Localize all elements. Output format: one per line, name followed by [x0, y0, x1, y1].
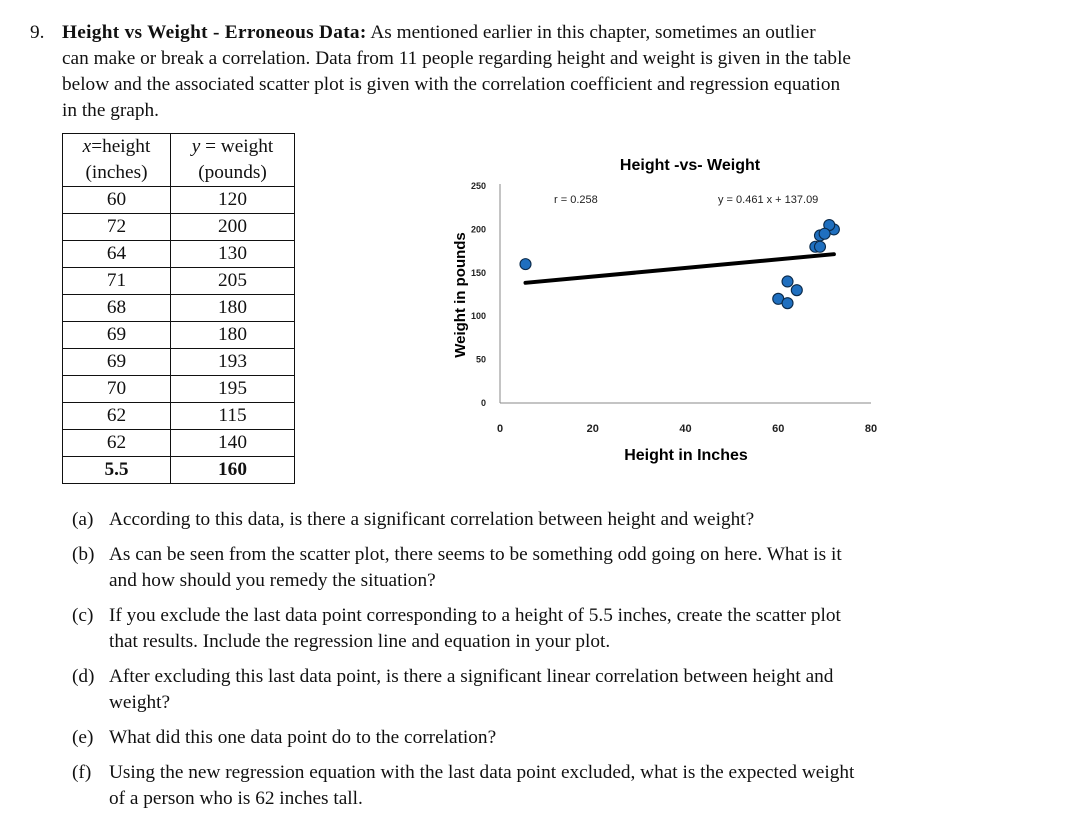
data-point: [819, 228, 830, 239]
height-cell: 71: [63, 268, 171, 295]
question-text-line: If you exclude the last data point corresponding to a height of 5.5 inches, create the scatter plot: [109, 605, 841, 626]
question-label: (a): [72, 509, 94, 530]
table-row: [63, 187, 295, 214]
data-point: [814, 241, 825, 252]
correlation-annotation: r = 0.258: [554, 194, 598, 206]
table-header-row: [63, 134, 295, 187]
height-cell: 62: [63, 430, 171, 457]
question-text-line: According to this data, is there a significant correlation between height and weight?: [109, 509, 755, 530]
question-item: [72, 664, 1020, 716]
height-cell: 69: [63, 322, 171, 349]
question-item: [72, 507, 1020, 533]
table-row: [63, 349, 295, 376]
scatter-chart: [440, 140, 880, 470]
x-tick-label: 0: [496, 423, 504, 435]
weight-cell: 140: [171, 430, 295, 457]
weight-cell: 120: [171, 187, 295, 214]
height-cell: 72: [63, 214, 171, 241]
weight-cell: 205: [171, 268, 295, 295]
x-tick-label: 80: [864, 423, 878, 435]
intro-line-1: As mentioned earlier in this chapter, sometimes an outlier: [370, 22, 816, 43]
table-row: [63, 295, 295, 322]
question-text-line: weight?: [109, 692, 171, 713]
header-weight: y = weight (pounds): [171, 134, 295, 187]
table-row: [63, 457, 295, 484]
table-row: [63, 214, 295, 241]
intro-line-3: below and the associated scatter plot is given with the correlation coefficient and regression equation: [62, 74, 841, 95]
question-label: (c): [72, 605, 94, 626]
x-tick-label: 60: [772, 423, 785, 435]
question-item: [72, 542, 1020, 594]
question-text-line: and how should you remedy the situation?: [109, 570, 436, 591]
data-point: [782, 298, 793, 309]
height-cell: 70: [63, 376, 171, 403]
weight-cell: 195: [171, 376, 295, 403]
weight-cell: 115: [171, 403, 295, 430]
weight-cell: 160: [171, 457, 295, 484]
question-item: [72, 603, 1020, 655]
intro-line-2: can make or break a correlation. Data from 11 people regarding height and weight is given in the table: [62, 48, 851, 69]
regression-equation-annotation: y = 0.461 x + 137.09: [718, 194, 819, 206]
table-row: [63, 430, 295, 457]
scatter-plot-svg: [440, 140, 880, 470]
question-text-line: of a person who is 62 inches tall.: [109, 788, 363, 809]
question-item: [72, 725, 1020, 751]
y-tick-label: 250: [470, 181, 486, 191]
weight-cell: 193: [171, 349, 295, 376]
table-row: [63, 322, 295, 349]
data-point: [520, 259, 531, 270]
weight-cell: 180: [171, 322, 295, 349]
question-text-line: Using the new regression equation with the last data point excluded, what is the expected weight: [109, 762, 855, 783]
question-label: (b): [72, 544, 95, 565]
data-point: [791, 285, 802, 296]
y-axis-title: Weight in pounds: [452, 232, 469, 358]
chart-title: Height -vs- Weight: [619, 157, 761, 174]
x-tick-label: 20: [586, 423, 599, 435]
height-cell: 5.5: [63, 457, 171, 484]
table-row: [63, 376, 295, 403]
question-text-line: After excluding this last data point, is there a significant linear correlation between height and: [109, 666, 834, 687]
weight-cell: 180: [171, 295, 295, 322]
y-tick-label: 50: [475, 354, 486, 365]
weight-cell: 130: [171, 241, 295, 268]
height-cell: 68: [63, 295, 171, 322]
table-row: [63, 241, 295, 268]
question-item: [72, 760, 1020, 812]
height-cell: 69: [63, 349, 171, 376]
y-tick-label: 200: [470, 224, 486, 235]
data-point: [782, 276, 793, 287]
x-tick-label: 40: [679, 423, 692, 435]
question-list: [72, 507, 1020, 821]
question-label: (d): [72, 666, 95, 687]
question-text-line: that results. Include the regression line and equation in your plot.: [109, 631, 611, 652]
x-axis-title: Height in Inches: [624, 447, 748, 464]
height-cell: 62: [63, 403, 171, 430]
question-label: (f): [72, 762, 92, 783]
y-tick-label: 150: [470, 267, 486, 278]
height-cell: 60: [63, 187, 171, 214]
problem-number: 9.: [30, 22, 45, 43]
question-label: (e): [72, 727, 94, 748]
header-height: x=height (inches): [63, 134, 171, 187]
y-tick-label: 100: [470, 311, 486, 322]
y-tick-label: 0: [480, 398, 486, 408]
problem-title: Height vs Weight - Erroneous Data:: [62, 22, 367, 43]
weight-cell: 200: [171, 214, 295, 241]
question-text-line: As can be seen from the scatter plot, there seems to be something odd going on here. What is it: [109, 544, 842, 565]
height-cell: 64: [63, 241, 171, 268]
table-row: [63, 268, 295, 295]
intro-line-4: in the graph.: [62, 100, 159, 121]
table-row: [63, 403, 295, 430]
height-weight-table: [62, 133, 295, 484]
question-text-line: What did this one data point do to the correlation?: [109, 727, 497, 748]
problem-intro: [30, 20, 1020, 124]
